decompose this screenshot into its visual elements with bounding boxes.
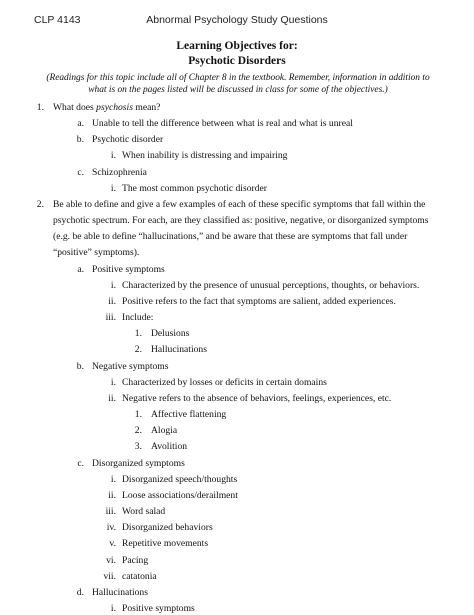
list-marker: c. <box>77 458 84 469</box>
list-marker: 2. <box>134 425 142 436</box>
list-text: Loose associations/derailment <box>122 490 238 501</box>
list-marker: c. <box>77 167 84 178</box>
course-code: CLP 4143 <box>34 14 81 26</box>
list-marker: iv. <box>106 522 116 533</box>
list-marker: ii. <box>108 393 116 404</box>
question-text: What does psychosis mean? <box>53 102 161 113</box>
list-marker: 2. <box>134 344 142 355</box>
question-number: 2. <box>36 199 44 210</box>
list-text: Disorganized speech/thoughts <box>122 474 238 485</box>
list-text: Psychotic disorder <box>92 134 164 145</box>
question-text-line: “positive” symptoms). <box>53 247 140 258</box>
list-marker: a. <box>77 264 84 275</box>
list-marker: v. <box>109 538 116 549</box>
list-marker: d. <box>76 587 84 598</box>
list-text: Affective flattening <box>151 409 227 420</box>
list-marker: vii. <box>103 571 116 582</box>
list-marker: b. <box>76 361 84 372</box>
list-text: The most common psychotic disorder <box>122 183 267 194</box>
list-text: Schizophrenia <box>92 167 147 178</box>
list-marker: ii. <box>108 296 116 307</box>
doc-title-line1: Learning Objectives for: <box>176 40 298 52</box>
list-text: Hallucinations <box>92 587 148 598</box>
list-text: Avolition <box>151 441 188 452</box>
list-text: Disorganized behaviors <box>122 522 213 533</box>
question-number: 1. <box>36 102 44 113</box>
list-marker: i. <box>110 280 116 291</box>
list-text: Disorganized symptoms <box>92 458 185 469</box>
list-marker: i. <box>110 377 116 388</box>
list-text: Positive symptoms <box>122 603 195 614</box>
list-text: Repetitive movements <box>122 538 209 549</box>
question-text-line: psychotic spectrum. For each, are they classified as: positive, negative, or disorganized symptoms <box>53 215 429 226</box>
readings-note-line2: what is on the pages listed will be discussed in class for some of the objectives.) <box>88 85 388 95</box>
list-text: Hallucinations <box>151 344 207 355</box>
list-marker: vi. <box>106 555 116 566</box>
list-text: Negative symptoms <box>92 361 169 372</box>
list-text: Alogia <box>151 425 178 436</box>
list-text: Characterized by losses or deficits in certain domains <box>122 377 327 388</box>
list-marker: i. <box>110 183 116 194</box>
list-marker: 1. <box>134 409 142 420</box>
list-marker: a. <box>77 118 84 129</box>
list-text: Pacing <box>122 555 149 566</box>
list-text: catatonia <box>122 571 157 582</box>
list-text: Delusions <box>151 328 190 339</box>
list-text: Include: <box>122 312 154 323</box>
list-marker: 1. <box>134 328 142 339</box>
list-marker: i. <box>110 474 116 485</box>
list-text: Be able to define and give a few examples of each of these specific symptoms that fall within the <box>53 199 426 210</box>
list-marker: iii. <box>105 312 116 323</box>
list-text: Positive refers to the fact that symptoms are salient, added experiences. <box>122 296 396 307</box>
list-text: Characterized by the presence of unusual perceptions, thoughts, or behaviors. <box>122 280 420 291</box>
doc-title-line2: Psychotic Disorders <box>188 55 286 67</box>
list-text: Positive symptoms <box>92 264 165 275</box>
list-marker: i. <box>110 150 116 161</box>
list-marker: i. <box>110 603 116 614</box>
list-marker: b. <box>76 134 84 145</box>
list-marker: 3. <box>134 441 142 452</box>
page-header-title: Abnormal Psychology Study Questions <box>146 14 328 26</box>
question-text-line: (e.g. be able to define “hallucinations,” and be aware that these are symptoms that fall under <box>53 231 408 242</box>
list-text: When inability is distressing and impairing <box>122 150 288 161</box>
readings-note-line1: (Readings for this topic include all of Chapter 8 in the textbook. Remember, information in addition to <box>46 73 430 83</box>
list-marker: ii. <box>108 490 116 501</box>
list-text: Unable to tell the difference between what is real and what is unreal <box>92 118 353 129</box>
list-marker: iii. <box>105 506 116 517</box>
list-text: Word salad <box>122 506 166 517</box>
list-text: Negative refers to the absence of behaviors, feelings, experiences, etc. <box>122 393 392 404</box>
